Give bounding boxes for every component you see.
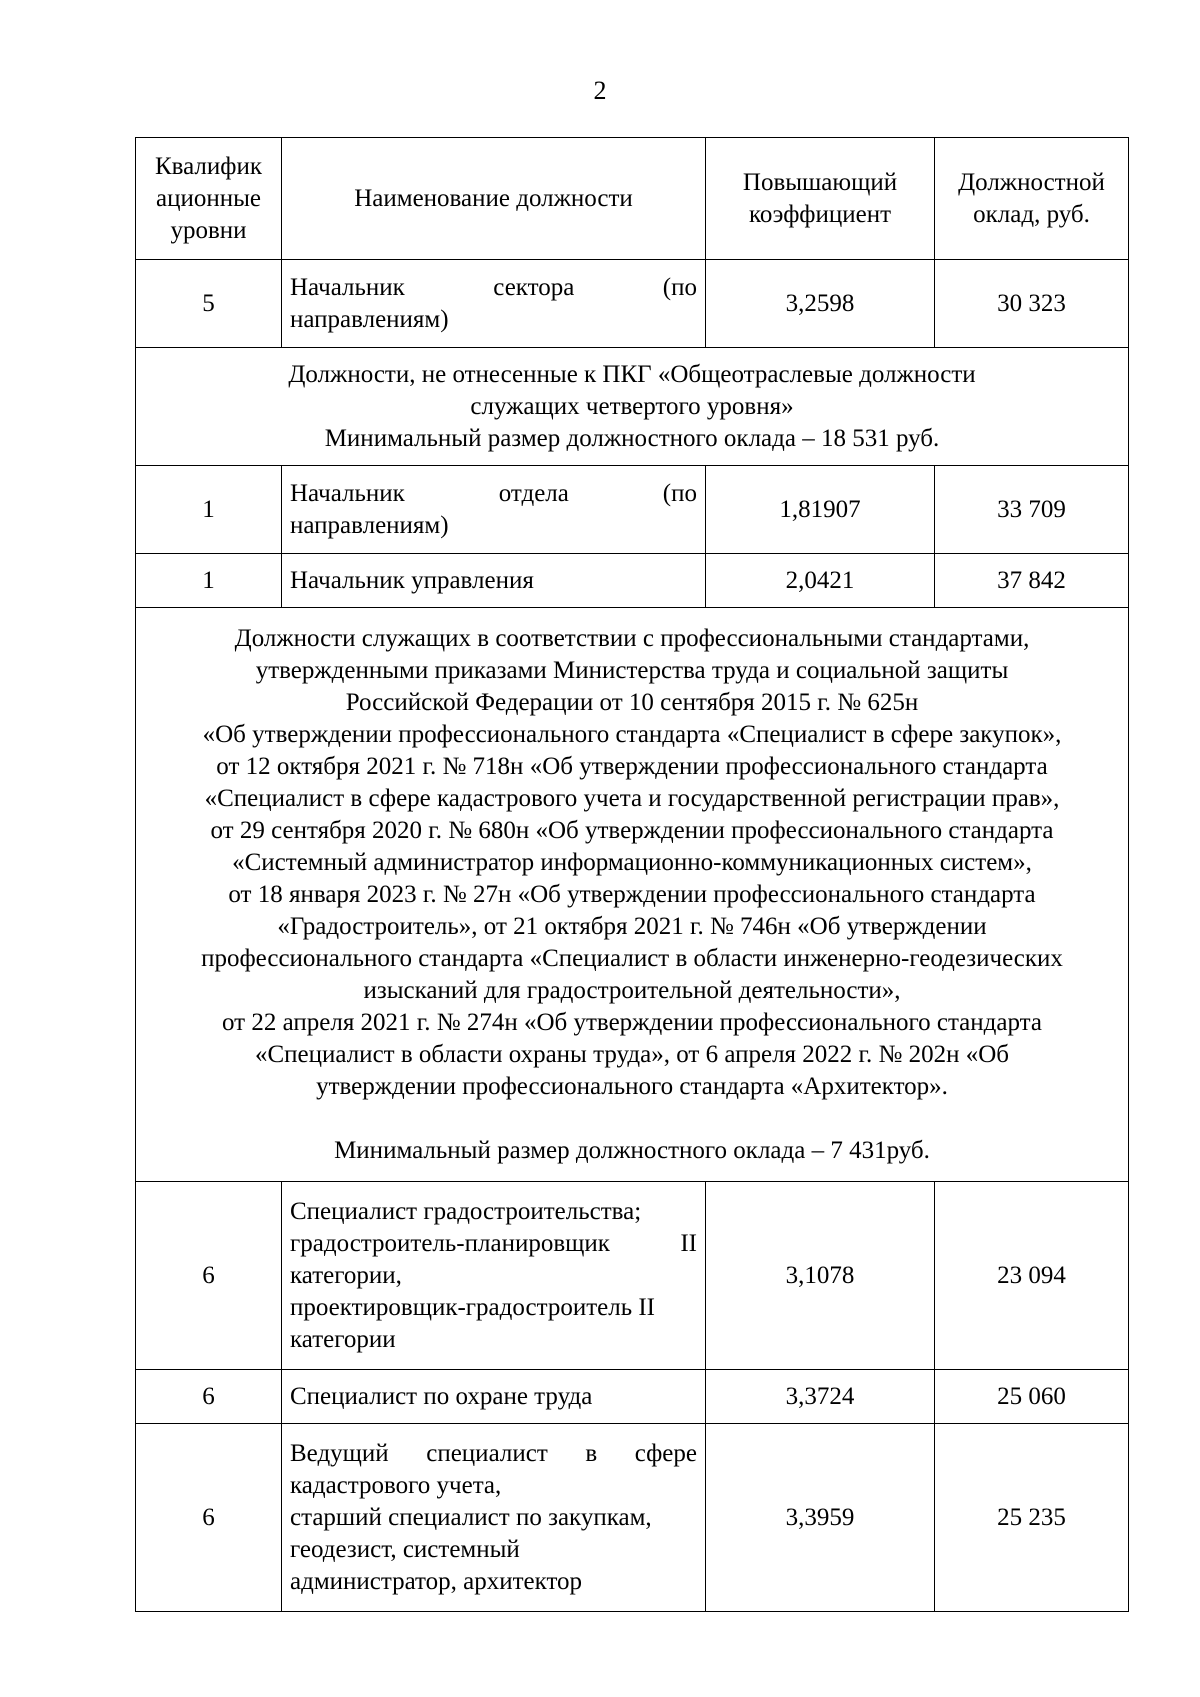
header-salary: Должностной оклад, руб. — [935, 138, 1129, 260]
header-name: Наименование должности — [282, 138, 706, 260]
level-cell: 6 — [136, 1370, 282, 1424]
section-row — [136, 348, 1129, 466]
table-row — [136, 554, 1129, 608]
position-cell: Специалист по охране труда — [282, 1370, 706, 1424]
salary-cell: 37 842 — [935, 554, 1129, 608]
position-cell: Начальник отдела (по направлениям) — [282, 466, 706, 554]
level-cell: 5 — [136, 260, 282, 348]
level-cell: 6 — [136, 1424, 282, 1612]
coef-cell: 3,3724 — [706, 1370, 935, 1424]
table-row — [136, 1424, 1129, 1612]
salary-table — [135, 137, 1129, 1612]
position-cell: Начальник сектора (по направлениям) — [282, 260, 706, 348]
salary-cell: 25 235 — [935, 1424, 1129, 1612]
position-cell: Ведущий специалист в сфере кадастрового учета, старший специалист по закупкам, геодезист, системный администратор, архитектор — [282, 1424, 706, 1612]
level-cell: 1 — [136, 466, 282, 554]
salary-cell: 23 094 — [935, 1182, 1129, 1370]
position-cell: Специалист градостроительства; градостроитель-планировщик II категории, проектировщик-градостроитель II категории — [282, 1182, 706, 1370]
position-cell: Начальник управления — [282, 554, 706, 608]
table-row — [136, 466, 1129, 554]
header-level: Квалифик ационные уровни — [136, 138, 282, 260]
min-salary-note: Минимальный размер должностного оклада – 7 431руб. — [334, 1136, 930, 1164]
page-number: 2 — [593, 76, 607, 105]
coef-cell: 3,1078 — [706, 1182, 935, 1370]
table-row — [136, 1182, 1129, 1370]
level-cell: 6 — [136, 1182, 282, 1370]
salary-cell: 25 060 — [935, 1370, 1129, 1424]
salary-cell: 33 709 — [935, 466, 1129, 554]
coef-cell: 1,81907 — [706, 466, 935, 554]
coef-cell: 3,3959 — [706, 1424, 935, 1612]
table-row — [136, 1370, 1129, 1424]
coef-cell: 3,2598 — [706, 260, 935, 348]
salary-cell: 30 323 — [935, 260, 1129, 348]
header-coef: Повышающий коэффициент — [706, 138, 935, 260]
section-heading-2: Должности служащих в соответствии с профессиональными стандартами, утвержденными приказами Министерства труда и социальной защиты Российской Федерации от 10 сентября 2015 г. № 625н «Об утверждении профессионального стандарта «Специалист в сфере закупок», от 12 октября 2021 г. № 718н «Об утверждении профессионального стандарта «Специалист в сфере кадастрового учета и государственной регистрации прав», от 29 сентября 2020 г. № 680н «Об утверждении профессионального стандарта «Системный администратор информационно-коммуникационных систем», от 18 января 2023 г. № 27н «Об утверждении профессионального стандарта «Градостроитель», от 21 октября 2021 г. № 746н «Об утверждении профессионального стандарта «Специалист в области инженерно-геодезических изысканий для градостроительной деятельности», от 22 апреля 2021 г. № 274н «Об утверждении профессионального стандарта «Специалист в области охраны труда», от 6 апреля 2022 г. № 202н «Об утверждении профессионального стандарта «Архитектор». Минимальный размер должностного оклада – 7 431руб. — [136, 608, 1129, 1182]
section-row — [136, 608, 1129, 1182]
level-cell: 1 — [136, 554, 282, 608]
section-heading-1: Должности, не отнесенные к ПКГ «Общеотраслевые должности служащих четвертого уровня» Минимальный размер должностного оклада – 18 531 руб. — [136, 348, 1129, 466]
coef-cell: 2,0421 — [706, 554, 935, 608]
table-row — [136, 260, 1129, 348]
table-header-row — [136, 138, 1129, 260]
